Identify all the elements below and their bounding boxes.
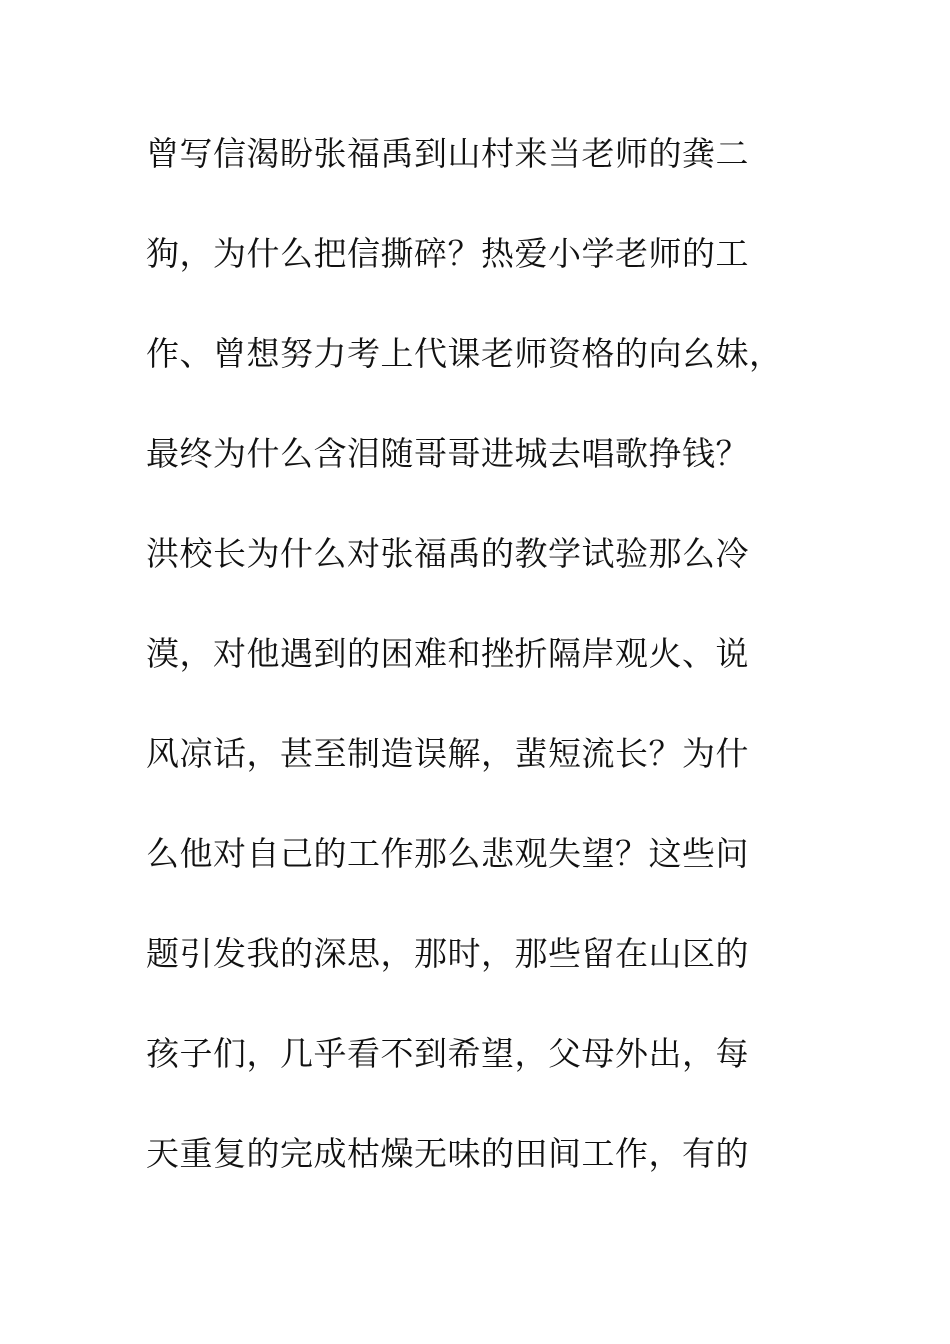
text-line: 天重复的完成枯燥无味的田间工作，有的: [146, 1134, 749, 1173]
text-line: 曾写信渴盼张福禹到山村来当老师的龚二: [146, 134, 749, 173]
text-line: 洪校长为什么对张福禹的教学试验那么冷: [146, 534, 749, 573]
text-line: 狗，为什么把信撕碎？热爱小学老师的工: [146, 234, 749, 273]
body-text: [146, 122, 806, 1222]
text-line: 风凉话，甚至制造误解，蜚短流长？为什: [146, 734, 749, 773]
text-line: 作、曾想努力考上代课老师资格的向幺妹，: [146, 334, 783, 373]
text-line: 题引发我的深思，那时，那些留在山区的: [146, 934, 749, 973]
text-line: 孩子们，几乎看不到希望，父母外出，每: [146, 1034, 749, 1073]
text-line: 么他对自己的工作那么悲观失望？这些问: [146, 834, 749, 873]
text-line: 漠，对他遇到的困难和挫折隔岸观火、说: [146, 634, 749, 673]
text-line: 最终为什么含泪随哥哥进城去唱歌挣钱？: [146, 434, 749, 473]
